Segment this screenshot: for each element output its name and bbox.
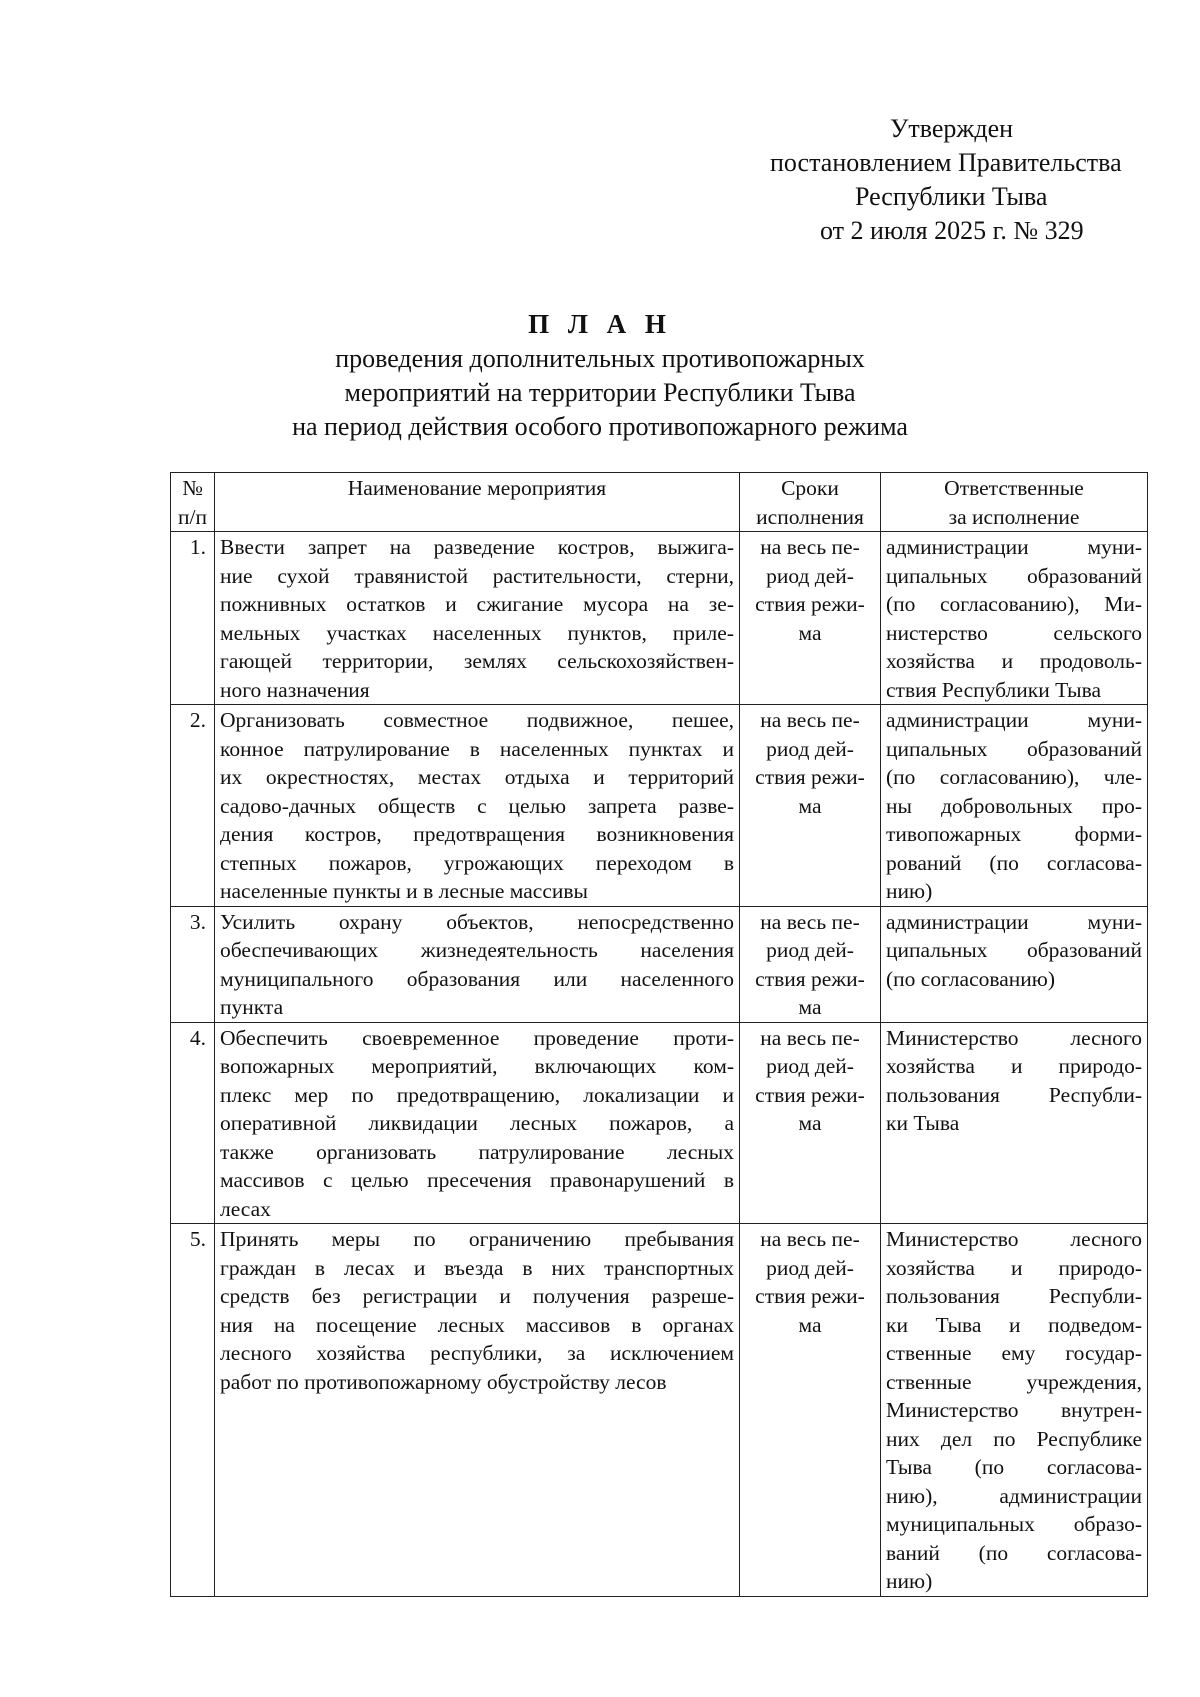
table-row [171, 906, 1148, 1022]
activity-name [215, 532, 740, 705]
activity-name-line: дения костров, предотвращения возникновения [220, 822, 734, 846]
header-name [215, 473, 740, 532]
responsible-party-line: ки Тыва [886, 1111, 960, 1135]
responsible-party [881, 705, 1148, 907]
responsible-party-line: администрации муни- [886, 909, 1142, 934]
document-title [150, 306, 1050, 444]
plan-table [170, 472, 1148, 1597]
header-resp [881, 473, 1148, 532]
activity-name-line: ние сухой травянистой растительности, стерни, [220, 563, 734, 588]
activity-name-line: вопожарных мероприятий, включающих ком- [220, 1054, 734, 1078]
activity-name-line: садово-дачных обществ с целью запрета разве- [220, 793, 734, 818]
row-number: 1. [171, 532, 215, 705]
responsible-party-line: пользования Республи- [886, 1284, 1142, 1308]
execution-term-line: на весь пе- [760, 708, 860, 732]
execution-term [740, 532, 881, 705]
responsible-party-line: ки Тыва и подведом- [886, 1312, 1142, 1337]
execution-term-line: ствия режи- [755, 592, 865, 616]
responsible-party-line: муниципальных образо- [886, 1512, 1142, 1536]
approval-line: Республики Тыва [855, 182, 1048, 211]
execution-term [740, 906, 881, 1022]
execution-term-line: ствия режи- [755, 1082, 865, 1107]
execution-term-line: ма [798, 995, 822, 1019]
activity-name-line: гающей территории, землях сельскохозяйствен- [220, 649, 734, 673]
execution-term-line: ма [798, 1111, 822, 1135]
responsible-party-line: Министерство лесного [886, 1227, 1142, 1251]
execution-term-line: риод дей- [766, 563, 854, 588]
row-number: 4. [171, 1022, 215, 1224]
responsible-party-line: хозяйства и природо- [886, 1054, 1142, 1078]
execution-term [740, 1224, 881, 1597]
approval-line: Утвержден [890, 114, 1014, 143]
table-row [171, 705, 1148, 907]
table-row [171, 1022, 1148, 1224]
responsible-party-line: них дел по Республике [886, 1426, 1142, 1451]
activity-name-line: лесного хозяйства республики, за исключением [220, 1341, 734, 1365]
activity-name-line: оперативной ликвидации лесных пожаров, а [220, 1111, 734, 1135]
approval-line: постановлением Правительства [770, 148, 1122, 177]
execution-term-line: на весь пе- [760, 535, 860, 559]
responsible-party-line: тивопожарных форми- [886, 822, 1142, 846]
activity-name-line: ния на посещение лесных массивов в органах [220, 1312, 734, 1337]
activity-name-line: граждан в лесах и въезда в них транспортных [220, 1255, 734, 1280]
execution-term [740, 1022, 881, 1224]
responsible-party-line: нию) [886, 1569, 933, 1593]
responsible-party-line: хозяйства и продоволь- [886, 649, 1142, 673]
responsible-party [881, 1022, 1148, 1224]
activity-name-line: Обеспечить своевременное проведение проти- [220, 1025, 734, 1050]
table-body [171, 532, 1148, 1597]
activity-name-line: муниципального образования или населенного [220, 966, 734, 991]
activity-name [215, 1224, 740, 1597]
execution-term-line: риод дей- [766, 736, 854, 761]
activity-name-line: Принять меры по ограничению пребывания [220, 1227, 734, 1251]
responsible-party-line: Министерство лесного [886, 1025, 1142, 1050]
execution-term-line: ствия режи- [755, 765, 865, 789]
responsible-party [881, 1224, 1148, 1597]
header-num-line: № [182, 476, 203, 500]
activity-name-line: их окрестностях, местах отдыха и территорий [220, 765, 734, 789]
activity-name-line: Организовать совместное подвижное, пешее, [220, 708, 734, 732]
activity-name-line: массивов с целью пресечения правонарушений в [220, 1168, 734, 1192]
responsible-party-line: (по согласованию) [886, 966, 1056, 991]
header-resp-line: за исполнение [948, 504, 1080, 529]
responsible-party [881, 532, 1148, 705]
activity-name-line: пункта [220, 995, 284, 1019]
table-row [171, 532, 1148, 705]
execution-term-line: ствия режи- [755, 966, 865, 991]
title-line: мероприятий на территории Республики Тыва [344, 378, 856, 407]
responsible-party-line: Тыва (по согласова- [886, 1455, 1142, 1479]
responsible-party-line: ципальных образований [886, 736, 1142, 761]
row-number: 5. [171, 1224, 215, 1597]
activity-name [215, 1022, 740, 1224]
activity-name-line: также организовать патрулирование лесных [220, 1139, 734, 1164]
activity-name-line: степных пожаров, угрожающих переходом в [220, 850, 734, 875]
header-resp-line: Ответственные [944, 476, 1084, 500]
activity-name-line: ного назначения [220, 677, 370, 702]
activity-name-line: средств без регистрации и получения разреше- [220, 1284, 734, 1308]
responsible-party-line: администрации муни- [886, 708, 1142, 732]
responsible-party-line: нию) [886, 879, 933, 903]
execution-term-line: риод дей- [766, 1054, 854, 1078]
activity-name-line: лесах [220, 1196, 271, 1221]
responsible-party-line: (по согласованию), чле- [886, 765, 1142, 789]
execution-term-line: на весь пе- [760, 1025, 860, 1050]
responsible-party-line: ципальных образований [886, 938, 1142, 962]
title-line: на период действия особого противопожарного режима [292, 412, 908, 441]
responsible-party-line: ваний (по согласова- [886, 1540, 1142, 1565]
header-num [171, 473, 215, 532]
header-num-line: п/п [178, 504, 207, 529]
responsible-party-line: Министерство внутрен- [886, 1398, 1142, 1422]
title-line: проведения дополнительных противопожарных [335, 344, 865, 373]
activity-name-line: плекс мер по предотвращению, локализации и [220, 1082, 734, 1107]
activity-name-line: мельных участках населенных пунктов, приле- [220, 620, 734, 645]
activity-name-line: обеспечивающих жизнедеятельность населения [220, 938, 734, 962]
execution-term-line: на весь пе- [760, 1227, 860, 1251]
row-number: 2. [171, 705, 215, 907]
activity-name-line: Ввести запрет на разведение костров, выжига- [220, 535, 734, 559]
responsible-party-line: пользования Республи- [886, 1082, 1142, 1107]
plan-heading: П Л А Н [528, 309, 672, 339]
table-header-row [171, 473, 1148, 532]
approval-date-line: от 2 июля 2025 г. № 329 [820, 216, 1084, 245]
responsible-party-line: администрации муни- [886, 535, 1142, 559]
activity-name-line: пожнивных остатков и сжигание мусора на зе- [220, 592, 734, 616]
activity-name [215, 906, 740, 1022]
row-number: 3. [171, 906, 215, 1022]
execution-term-line: риод дей- [766, 1255, 854, 1280]
activity-name [215, 705, 740, 907]
execution-term-line: ма [798, 620, 822, 645]
header-term-line: исполнения [756, 504, 864, 529]
header-term [740, 473, 881, 532]
responsible-party-line: (по согласованию), Ми- [886, 592, 1142, 616]
execution-term-line: ствия режи- [755, 1284, 865, 1308]
activity-name-line: населенные пункты и в лесные массивы [220, 879, 588, 903]
responsible-party-line: ственные ему государ- [886, 1341, 1142, 1365]
responsible-party-line: рований (по согласова- [886, 850, 1142, 875]
execution-term-line: на весь пе- [760, 909, 860, 934]
activity-name-line: конное патрулирование в населенных пунктах и [220, 736, 734, 761]
execution-term [740, 705, 881, 907]
execution-term-line: ма [798, 1312, 822, 1337]
activity-name-line: Усилить охрану объектов, непосредственно [220, 909, 734, 934]
table-row [171, 1224, 1148, 1597]
responsible-party-line: ны добровольных про- [886, 793, 1142, 818]
responsible-party-line: ципальных образований [886, 563, 1142, 588]
responsible-party-line: ственные учреждения, [886, 1369, 1142, 1394]
activity-name-line: работ по противопожарному обустройству лесов [220, 1369, 667, 1394]
execution-term-line: ма [798, 793, 822, 818]
responsible-party-line: нию), администрации [886, 1483, 1142, 1508]
responsible-party-line: ствия Республики Тыва [886, 677, 1102, 702]
responsible-party-line: хозяйства и природо- [886, 1255, 1142, 1280]
header-name-line: Наименование мероприятия [347, 476, 607, 500]
approval-block [740, 112, 1160, 248]
responsible-party-line: нистерство сельского [886, 620, 1142, 645]
header-term-line: Сроки [781, 476, 839, 500]
responsible-party [881, 906, 1148, 1022]
execution-term-line: риод дей- [766, 938, 854, 962]
